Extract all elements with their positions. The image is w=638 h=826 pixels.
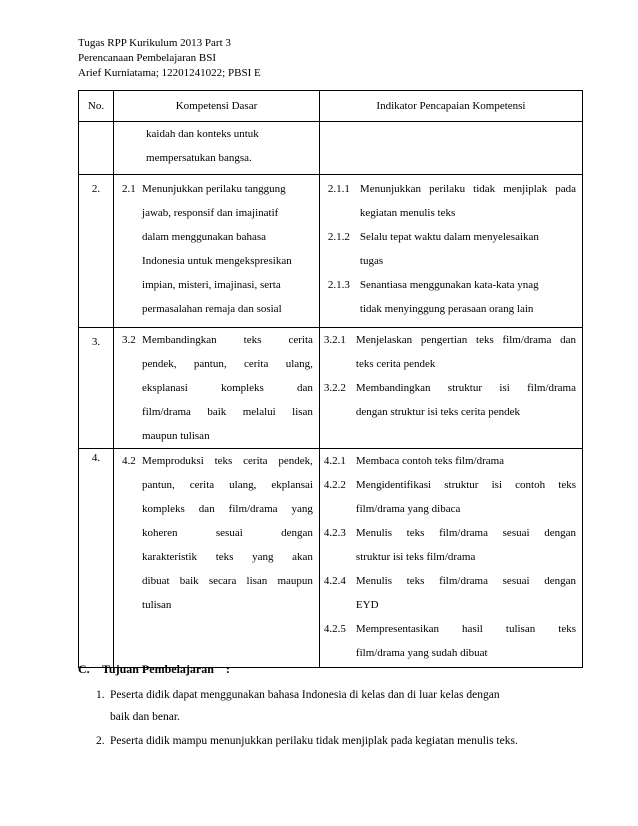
kd-line: film/drama baik melalui lisan bbox=[142, 406, 313, 418]
header-author: Arief Kurniatama; 12201241022; PBSI E bbox=[78, 67, 261, 79]
indicator-line: film/drama yang sudah dibuat bbox=[355, 647, 488, 659]
kd-cell bbox=[114, 449, 320, 668]
indicator-line: teks cerita pendek bbox=[355, 358, 436, 370]
kd-line: permasalahan remaja dan sosial bbox=[142, 303, 282, 315]
indicator-item: 3.2.1 Menjelaskan pengertian teks film/drama dan bbox=[323, 334, 576, 346]
kd-line: kompleks dan film/drama yang bbox=[142, 503, 313, 515]
indicator-cell bbox=[319, 122, 582, 175]
table-header-row bbox=[79, 91, 583, 122]
kd-line: impian, misteri, imajinasi, serta bbox=[142, 279, 281, 291]
indicator-cell bbox=[319, 328, 582, 449]
kd-line: dalam menggunakan bahasa bbox=[142, 231, 267, 243]
indicator-line: EYD bbox=[355, 599, 379, 611]
kd-cell bbox=[114, 328, 320, 449]
indicator-line: dengan struktur isi teks cerita pendek bbox=[355, 406, 520, 418]
objective-item: 1. Peserta didik dapat menggunakan bahasa Indonesia di kelas dan di luar kelas dengan bbox=[96, 689, 500, 701]
indicator-item: 4.2.4 Menulis teks film/drama sesuai dengan bbox=[323, 575, 576, 587]
header-course: Perencanaan Pembelajaran BSI bbox=[78, 52, 217, 64]
kd-line: tulisan bbox=[142, 599, 172, 611]
kd-line: pantun, cerita ulang, ekplansai bbox=[142, 479, 313, 491]
kd-line: Menunjukkan perilaku tanggung bbox=[142, 183, 286, 195]
table-row bbox=[79, 328, 583, 449]
indicator-item: 2.1.2 Selalu tepat waktu dalam menyelesaikan bbox=[327, 231, 539, 243]
indicator-cell bbox=[319, 175, 582, 328]
table-row bbox=[79, 122, 583, 175]
kd-line: jawab, responsif dan imajinatif bbox=[142, 207, 279, 219]
column-header-kd: Kompetensi Dasar bbox=[114, 91, 320, 122]
row-number: 2. bbox=[79, 175, 114, 328]
indicator-item: 4.2.3 Menulis teks film/drama sesuai dengan bbox=[323, 527, 576, 539]
indicator-line: tugas bbox=[359, 255, 384, 267]
document-header bbox=[78, 36, 261, 81]
kd-number: 4.2 bbox=[122, 455, 136, 467]
indicator-line: tidak menyinggung perasaan orang lain bbox=[359, 303, 534, 315]
table-row bbox=[79, 449, 583, 668]
header-title: Tugas RPP Kurikulum 2013 Part 3 bbox=[78, 37, 231, 49]
objective-text: Peserta didik mampu menunjukkan perilaku tidak menjiplak pada kegiatan menulis teks. bbox=[110, 735, 518, 747]
kd-number: 2.1 bbox=[122, 183, 136, 195]
kd-number: 3.2 bbox=[122, 334, 136, 346]
kd-line: koheren sesuai dengan bbox=[142, 527, 313, 539]
row-number: 4. bbox=[79, 449, 114, 668]
section-colon: : bbox=[225, 662, 230, 676]
indicator-item: 4.2.2 Mengidentifikasi struktur isi contoh teks bbox=[323, 479, 576, 491]
section-label: C. bbox=[78, 662, 90, 676]
section-title: Tujuan Pembelajaran bbox=[102, 662, 214, 676]
kd-line: Memproduksi teks cerita pendek, bbox=[142, 455, 313, 467]
objective-text: Peserta didik dapat menggunakan bahasa Indonesia di kelas dan di luar kelas dengan bbox=[110, 689, 500, 701]
kd-cell bbox=[114, 175, 320, 328]
table-row bbox=[79, 175, 583, 328]
indicator-item: 2.1.3 Senantiasa menggunakan kata-kata ynag bbox=[327, 279, 539, 291]
competency-table bbox=[78, 90, 583, 668]
objective-item: 2. Peserta didik mampu menunjukkan perilaku tidak menjiplak pada kegiatan menulis teks. bbox=[96, 735, 518, 747]
kd-line: Indonesia untuk mengekspresikan bbox=[142, 255, 292, 267]
row-number: 3. bbox=[79, 328, 114, 449]
objective-continuation: baik dan benar. bbox=[110, 711, 180, 723]
kd-line: eksplanasi kompleks dan bbox=[142, 382, 313, 394]
indicator-item: 4.2.5 Mempresentasikan hasil tulisan teks bbox=[323, 623, 576, 635]
indicator-line: struktur isi teks film/drama bbox=[355, 551, 476, 563]
indicator-line: film/drama yang dibaca bbox=[355, 503, 461, 515]
indicator-item: 3.2.2 Membandingkan struktur isi film/drama bbox=[323, 382, 576, 394]
indicator-item: 2.1.1 Menunjukkan perilaku tidak menjiplak pada bbox=[327, 183, 576, 195]
indicator-line: kegiatan menulis teks bbox=[359, 207, 456, 219]
kd-line: maupun tulisan bbox=[142, 430, 210, 442]
kd-line: kaidah dan konteks untuk bbox=[146, 128, 259, 140]
column-header-indicator: Indikator Pencapaian Kompetensi bbox=[319, 91, 582, 122]
indicator-item: 4.2.1 Membaca contoh teks film/drama bbox=[323, 455, 505, 467]
kd-line: mempersatukan bangsa. bbox=[146, 152, 252, 164]
row-number bbox=[79, 122, 114, 175]
indicator-cell bbox=[319, 449, 582, 668]
column-header-no: No. bbox=[79, 91, 114, 122]
kd-line: karakteristik teks yang akan bbox=[142, 551, 313, 563]
section-heading bbox=[78, 662, 230, 677]
kd-line: Membandingkan teks cerita bbox=[142, 334, 313, 346]
kd-line: dibuat baik secara lisan maupun bbox=[142, 575, 313, 587]
kd-line: pendek, pantun, cerita ulang, bbox=[142, 358, 313, 370]
kd-cell bbox=[114, 122, 320, 175]
